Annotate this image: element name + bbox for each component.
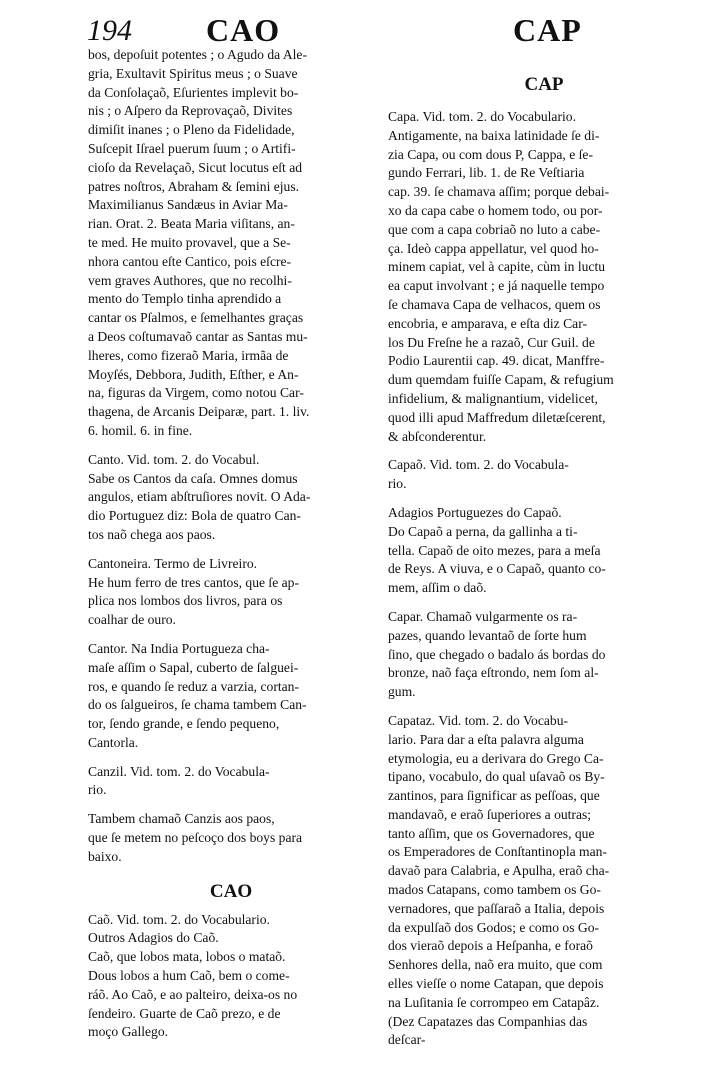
text-line: zantinos, para ſignificar as peſſoas, que bbox=[388, 788, 600, 804]
text-line: Maximilianus Sandæus in Aviar Ma- bbox=[88, 197, 288, 213]
section-heading-cap: CAP bbox=[524, 74, 564, 95]
text-line: Outros Adagios do Caõ. bbox=[88, 930, 219, 946]
text-line: a Deos coſtumavaõ cantar as Santas mu- bbox=[88, 328, 308, 344]
text-line: Podio Laurentii cap. 49. dicat, Manffre- bbox=[388, 353, 605, 369]
text-line: Suſcepit Iſrael puerum ſuum ; o Artifi- bbox=[88, 140, 296, 156]
text-line: quod illi apud Maffredum diletæſcerent, bbox=[388, 409, 606, 425]
entry-capao-adagios bbox=[388, 504, 700, 598]
text-line: bos, depoſuit potentes ; o Agudo da Ale- bbox=[88, 47, 307, 62]
text-line: ſino, que chegado o badalo ás bordas do bbox=[388, 646, 606, 662]
text-line: te med. He muito provavel, que a Se- bbox=[88, 234, 291, 250]
text-line: gum. bbox=[388, 684, 416, 700]
text-line: na Luſitania ſe corrompeo em Catapâz. bbox=[388, 994, 600, 1010]
text-line: do os ſalgueiros, ſe chama tambem Can- bbox=[88, 697, 307, 713]
text-line: minem capiat, vel à capite, cùm in luctu bbox=[388, 259, 606, 275]
text-line: Caõ. Vid. tom. 2. do Vocabulario. bbox=[88, 911, 270, 927]
entry-cantor bbox=[88, 640, 374, 753]
section-heading-cao: CAO bbox=[209, 880, 253, 902]
text-line: cap. 39. ſe chamava aſſim; porque debai- bbox=[388, 184, 610, 200]
text-line: angulos, etiam abſtruſiores novit. O Ada- bbox=[88, 489, 311, 505]
text-line: maſe aſſim o Sapal, cuberto de ſalguei- bbox=[88, 659, 299, 675]
text-line: tos naõ chega aos paos. bbox=[88, 526, 216, 542]
text-line: ſendeiro. Guarte de Caõ prezo, e de bbox=[88, 1005, 281, 1021]
text-line: plica nos lombos dos livros, para os bbox=[88, 593, 283, 609]
text-line: moço Gallego. bbox=[88, 1024, 169, 1040]
text-line: Canto. Vid. tom. 2. do Vocabul. bbox=[88, 451, 260, 467]
entry-capar bbox=[388, 608, 700, 702]
text-line: xo da capa cabe o homem todo, ou por- bbox=[388, 202, 603, 218]
text-line: patres noſtros, Abraham & ſemini ejus. bbox=[88, 178, 300, 194]
text-line: 6. homil. 6. in fine. bbox=[88, 422, 193, 438]
text-line: (Dez Capatazes das Companhias das bbox=[388, 1013, 588, 1029]
text-line: mados Catapans, como tambem os Go- bbox=[388, 882, 601, 898]
text-line: cantar os Pſalmos, e ſemelhantes graças bbox=[88, 310, 304, 326]
text-line: Cantor. Na India Portugueza cha- bbox=[88, 640, 270, 656]
text-line: tella. Capaõ de oito mezes, para a meſa bbox=[388, 542, 601, 558]
running-head-left: CAO bbox=[206, 12, 281, 48]
entry-canto bbox=[88, 451, 374, 545]
text-line: ea caput involvant ; e já naquelle tempo bbox=[388, 278, 605, 294]
text-line: vernadores, que paſſaraõ a Italia, depois bbox=[388, 900, 605, 916]
text-line: mandavaõ, e eraõ ſuperiores a outras; bbox=[388, 806, 592, 822]
text-line: davaõ para Calabria, e Apulha, eraõ cha- bbox=[388, 863, 610, 879]
text-line: tanto aſſim, que os Governadores, que bbox=[388, 825, 595, 841]
right-column bbox=[388, 46, 700, 1050]
text-line: Capataz. Vid. tom. 2. do Vocabu- bbox=[388, 712, 569, 728]
text-line: coalhar de ouro. bbox=[88, 612, 176, 628]
text-line: Canzil. Vid. tom. 2. do Vocabula- bbox=[88, 763, 270, 779]
text-line: nis ; o Aſpero da Reprovaçaõ, Divites bbox=[88, 103, 293, 119]
text-line: zia Capa, ou com dous P, Cappa, e ſe- bbox=[388, 146, 593, 162]
text-line: los Du Freſne he a razaõ, Cur Guil. de bbox=[388, 334, 595, 350]
entry-cantoneira bbox=[88, 555, 374, 630]
text-line: Moyſés, Debbora, Judith, Eſther, e An- bbox=[88, 366, 299, 382]
text-line: Capar. Chamaõ vulgarmente os ra- bbox=[388, 608, 578, 624]
text-line: Do Capaõ a perna, da gallinha a ti- bbox=[388, 523, 578, 539]
text-line: na, figuras da Virgem, como notou Car- bbox=[88, 385, 304, 401]
text-line: Cantorla. bbox=[88, 734, 139, 750]
text-line: Capa. Vid. tom. 2. do Vocabulario. bbox=[388, 109, 576, 124]
text-line: thagena, de Arcanis Deiparæ, part. 1. liv. bbox=[88, 404, 310, 420]
text-line: Dous lobos a hum Caõ, bem o come- bbox=[88, 968, 290, 984]
text-line: bronze, naõ faça eſtrondo, nem ſom al- bbox=[388, 665, 599, 681]
text-line: Cantoneira. Termo de Livreiro. bbox=[88, 555, 258, 571]
entry-canzil-note bbox=[88, 810, 374, 866]
text-line: da expulſaõ dos Godos; e como os Go- bbox=[388, 919, 600, 935]
text-line: Capaõ. Vid. tom. 2. do Vocabula- bbox=[388, 457, 569, 473]
page-number: 194 bbox=[87, 14, 132, 47]
text-line: dimiſit inanes ; o Pleno da Fidelidade, bbox=[88, 122, 295, 138]
text-line: Caõ, que lobos mata, lobos o mataõ. bbox=[88, 949, 286, 965]
text-line: que com a capa cobriaõ no luto a cabe- bbox=[388, 221, 601, 237]
text-line: lario. Para dar a eſta palavra alguma bbox=[388, 731, 584, 747]
text-line: deſcar- bbox=[388, 1032, 426, 1048]
entry-capataz bbox=[388, 712, 700, 1050]
text-line: ráõ. Ao Caõ, e ao palteiro, deixa-os no bbox=[88, 986, 298, 1002]
entry-capao bbox=[388, 456, 700, 494]
text-line: que ſe metem no peſcoço dos boys para bbox=[88, 830, 303, 846]
text-line: ſe chamava Capa de velhacos, quem os bbox=[388, 296, 601, 312]
text-line: da Conſolaçaõ, Eſurientes implevit bo- bbox=[88, 84, 299, 100]
text-line: ça. Ideò cappa appellatur, vel quod ho- bbox=[388, 240, 599, 256]
text-line: gria, Exultavit Spiritus meus ; o Suave bbox=[88, 65, 298, 81]
text-line: baixo. bbox=[88, 848, 122, 864]
text-line: encobria, e amparava, e eſta diz Car- bbox=[388, 315, 587, 331]
left-column bbox=[88, 46, 374, 1042]
text-line: dos vieraõ depois a Heſpanha, e foraõ bbox=[388, 938, 593, 954]
text-line: Sabe os Cantos da caſa. Omnes domus bbox=[88, 470, 298, 486]
text-line: etymologia, eu a derivara do Grego Ca- bbox=[388, 750, 604, 766]
text-line: cioſo da Revelaçaõ, Sicut locutus eſt ad bbox=[88, 159, 303, 175]
text-line: gundo Ferrari, lib. 1. de Re Veſtiaria bbox=[388, 165, 585, 181]
text-line: Tambem chamaõ Canzis aos paos, bbox=[88, 811, 275, 827]
text-line: ros, e quando ſe reduz a varzia, cortan- bbox=[88, 678, 299, 694]
running-head-right: CAP bbox=[513, 12, 582, 48]
text-line: & abſconderentur. bbox=[388, 428, 487, 444]
entry-cao bbox=[88, 911, 374, 1043]
text-line: Antigamente, na baixa latinidade ſe di- bbox=[388, 127, 600, 143]
entry-canzil bbox=[88, 763, 374, 801]
text-line: lheres, como fizeraõ Maria, irmãa de bbox=[88, 347, 289, 363]
text-line: mento do Templo tinha aprendido a bbox=[88, 291, 282, 307]
text-line: mem, aſſim o daõ. bbox=[388, 580, 487, 596]
text-line: rio. bbox=[88, 782, 107, 798]
text-line: infidelium, & malignantium, videlicet, bbox=[388, 390, 598, 406]
entry-continuation-magnificat bbox=[88, 46, 374, 441]
text-line: rio. bbox=[388, 476, 407, 492]
text-line: dum quemdam fuiſſe Capam, & refugium bbox=[388, 372, 614, 388]
text-line: de Reys. A viuva, e o Capaõ, quanto co- bbox=[388, 561, 606, 577]
text-line: rian. Orat. 2. Beata Maria viſitans, an- bbox=[88, 216, 295, 232]
text-line: vem graves Authores, que no recolhi- bbox=[88, 272, 292, 288]
text-line: os Emperadores de Conſtantinopla man- bbox=[388, 844, 607, 860]
text-line: pazes, quando levantaõ de ſorte hum bbox=[388, 627, 587, 643]
text-line: Adagios Portuguezes do Capaõ. bbox=[388, 504, 562, 520]
text-line: elles vieſſe o nome Catapan, que depois bbox=[388, 976, 604, 992]
text-line: dio Portuguez diz: Bola de quatro Can- bbox=[88, 508, 301, 524]
text-line: tor, ſendo grande, e ſendo pequeno, bbox=[88, 716, 280, 732]
text-line: He hum ferro de tres cantos, que ſe ap- bbox=[88, 574, 299, 590]
text-line: Senhores della, naõ era muito, que com bbox=[388, 957, 603, 973]
text-line: tipano, vocabulo, do qual uſavaõ os By- bbox=[388, 769, 605, 785]
text-line: nhora cantou eſte Cantico, pois eſcre- bbox=[88, 253, 292, 269]
entry-capa bbox=[388, 108, 700, 446]
